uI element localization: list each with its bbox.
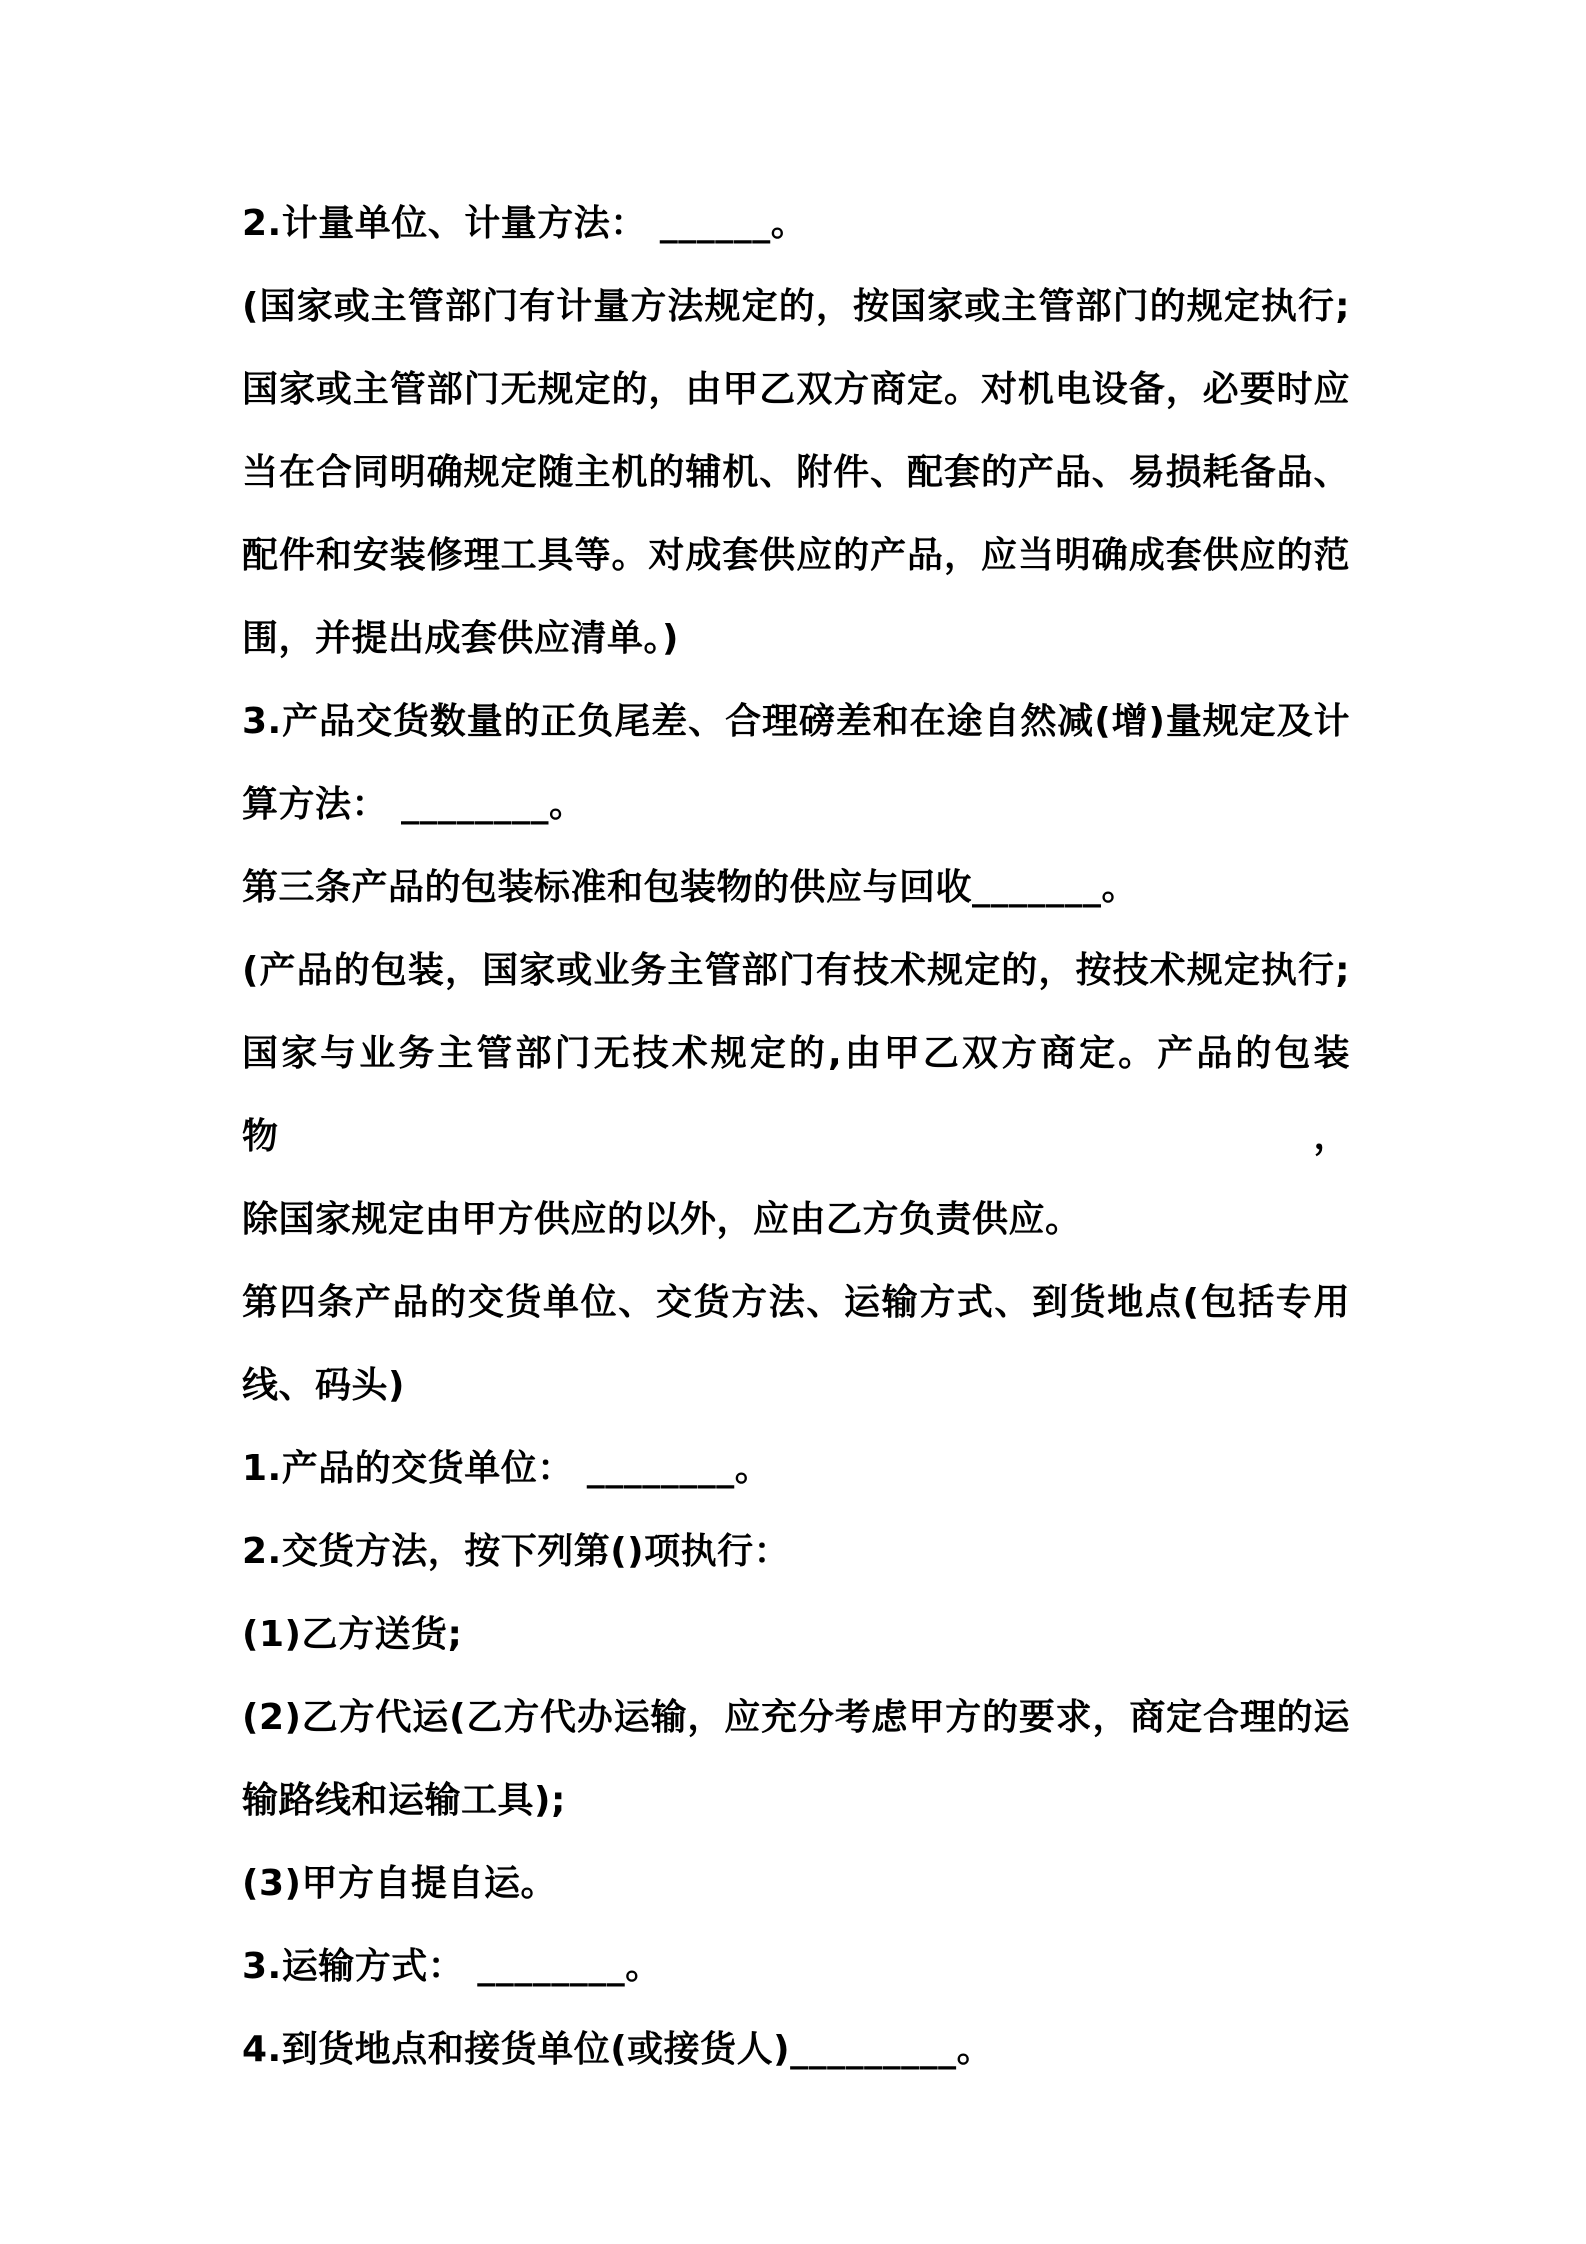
text-line: 围，并提出成套供应清单。) [242, 618, 679, 659]
text-line: 国家与业务主管部门无技术规定的,由甲乙双方商定。产品的包装物， [242, 1033, 1350, 1157]
text-line: 国家或主管部门无规定的，由甲乙双方商定。对机电设备，必要时应 [242, 369, 1350, 410]
text-line: 4.到货地点和接货单位(或接货人)_________。 [242, 2029, 994, 2070]
text-line: 输路线和运输工具); [242, 1780, 566, 1821]
text-line: 3.产品交货数量的正负尾差、合理磅差和在途自然减(增)量规定及计 [242, 701, 1350, 742]
contract-document [242, 182, 1350, 2091]
text-line: 算方法： ________。 [242, 784, 586, 825]
text-line: (产品的包装，国家或业务主管部门有技术规定的，按技术规定执行; [242, 950, 1350, 991]
text-line: (国家或主管部门有计量方法规定的，按国家或主管部门的规定执行; [242, 286, 1350, 327]
text-line: (3)甲方自提自运。 [242, 1863, 557, 1904]
text-line: 3.运输方式： ________。 [242, 1946, 662, 1987]
text-line: (1)乙方送货; [242, 1614, 463, 1655]
text-line: 线、码头) [242, 1365, 405, 1406]
text-line: 第三条产品的包装标准和包装物的供应与回收_______。 [242, 867, 1139, 908]
text-line: 2.交货方法，按下列第()项执行： [242, 1531, 791, 1572]
text-line: 第四条产品的交货单位、交货方法、运输方式、到货地点(包括专用 [242, 1282, 1350, 1323]
text-line: 配件和安装修理工具等。对成套供应的产品，应当明确成套供应的范 [242, 535, 1350, 576]
text-line: 当在合同明确规定随主机的辅机、附件、配套的产品、易损耗备品、 [242, 452, 1350, 493]
text-line: 除国家规定由甲方供应的以外，应由乙方负责供应。 [242, 1199, 1082, 1240]
text-line: 1.产品的交货单位： ________。 [242, 1448, 772, 1489]
text-line: (2)乙方代运(乙方代办运输，应充分考虑甲方的要求，商定合理的运 [242, 1697, 1350, 1738]
text-line: 2.计量单位、计量方法： ______。 [242, 203, 808, 244]
